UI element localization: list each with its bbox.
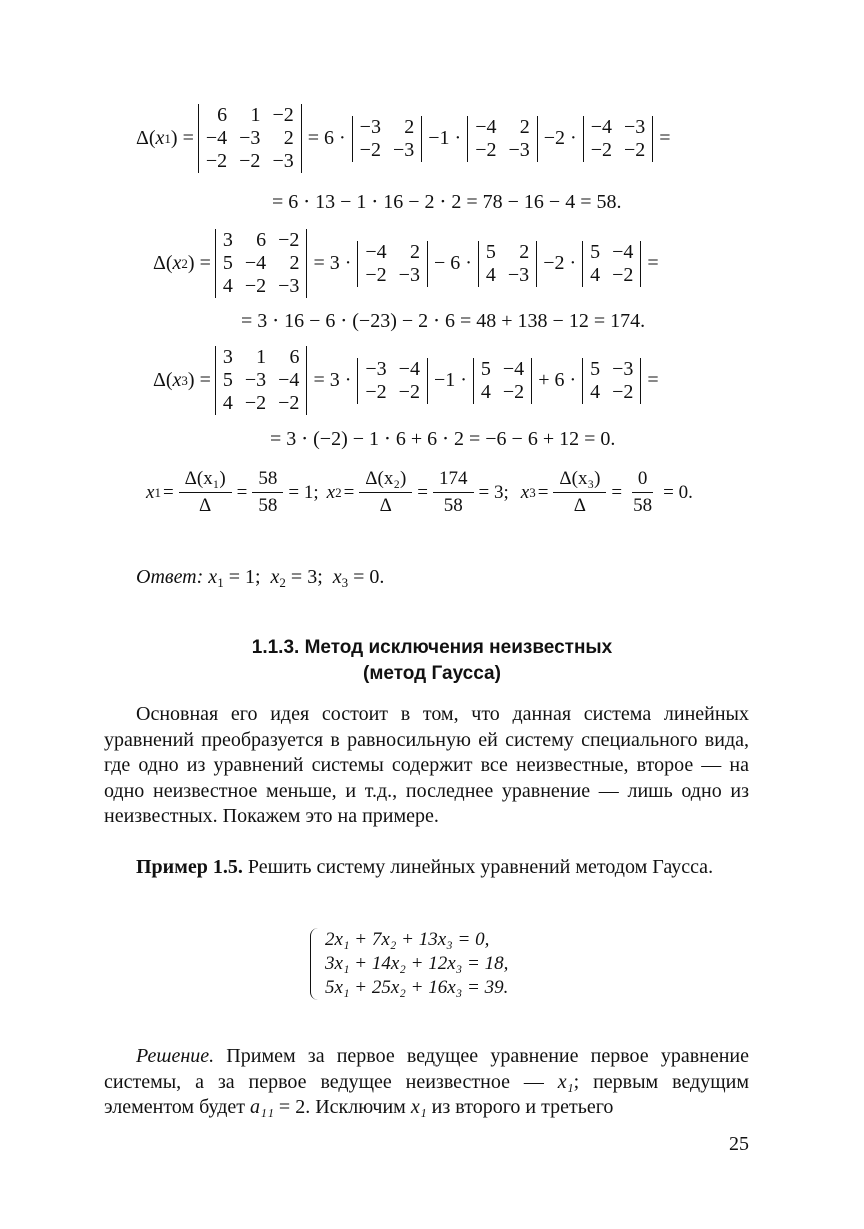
lhs-fn: Δ( <box>153 252 173 274</box>
minor-cell: −3 <box>612 357 634 380</box>
coefficient: − 6 · <box>433 252 472 274</box>
coefficient: = 6 · <box>307 127 346 149</box>
formula-result-x1: = 6 ⋅ 13 − 1 ⋅ 16 − 2 ⋅ 2 = 78 − 16 − 4 = 58. <box>272 191 622 213</box>
solution-sub: 1 <box>154 484 161 500</box>
coefficient: −2 · <box>543 252 577 274</box>
answer-value: = 1; <box>223 566 266 588</box>
numerator: 0 <box>632 468 654 493</box>
formula-result-x3: = 3 ⋅ (−2) − 1 ⋅ 6 + 6 ⋅ 2 = −6 − 6 + 12 = 0. <box>270 428 616 450</box>
matrix-cell: 1 <box>250 104 261 126</box>
answer-var: x <box>270 566 280 588</box>
example-label: Пример 1.5. <box>136 856 243 878</box>
minor-2x2 <box>352 116 423 162</box>
minor-cell: −2 <box>359 138 381 161</box>
matrix-cell: −4 <box>244 252 267 274</box>
minor-cell: −2 <box>365 380 387 403</box>
solution-value: = 1; <box>288 481 319 503</box>
denominator: 58 <box>633 495 653 516</box>
example-paragraph <box>104 855 749 881</box>
fraction <box>179 468 232 517</box>
minor-cell: 4 <box>485 263 496 286</box>
solution-element: a₁₁ <box>250 1096 274 1118</box>
fraction <box>252 468 283 517</box>
minor-cell: −3 <box>365 357 387 380</box>
matrix-cell: 6 <box>217 104 228 126</box>
minor-cell: −4 <box>475 115 497 138</box>
coefficient: −2 · <box>543 127 577 149</box>
solution-var: x <box>146 481 155 503</box>
cramer-solutions: x 1 = $\frac{\text{Δ(x₁)}}{\Delta}$ = $\frac{58}{58}$ = 1; x 2 = $\frac{\text{Δ(x₂)}}{\Delta}$ = $\frac{174}{58}$ = 3; x 3 = $\frac{\text{Δ(x₃)}}{\Delta}$ = $\frac{0}{58}$ = 0. <box>146 468 693 516</box>
denominator: Δ <box>573 495 587 516</box>
solution-text: Примем за первое ведущее уравнение первое уравнение системы, а за первое ведущее неизвестное — <box>104 1045 749 1093</box>
minor-cell: −2 <box>502 380 525 403</box>
numerator: Δ(x₁) <box>179 468 232 493</box>
matrix-cell: 4 <box>222 392 233 414</box>
matrix-cell: −3 <box>244 369 267 391</box>
lhs-close: ) = <box>170 127 194 149</box>
minor-cell: −2 <box>612 263 634 286</box>
lhs-sub: 2 <box>181 255 188 271</box>
minor-cell: −4 <box>398 357 420 380</box>
matrix-cell: −2 <box>244 275 267 297</box>
coefficient: + 6 · <box>538 369 577 391</box>
minor-2x2 <box>467 116 538 162</box>
lhs-var: x <box>172 252 182 274</box>
fraction <box>627 468 658 517</box>
page-number: 25 <box>729 1133 749 1155</box>
solution-var: x <box>520 481 530 503</box>
matrix-cell: 4 <box>222 275 233 297</box>
matrix-cell: 2 <box>283 127 294 149</box>
lhs-close: ) = <box>187 252 211 274</box>
matrix-cell: −2 <box>272 104 294 126</box>
equation-system <box>310 928 508 1000</box>
minor-cell: 4 <box>590 380 601 403</box>
matrix-cell: −2 <box>278 392 300 414</box>
equation-row: 5x₁ + 25x₂ + 16x₃ = 39. <box>325 977 509 998</box>
solution-sub: 3 <box>529 484 536 500</box>
solution-var: x₁ <box>410 1096 427 1118</box>
matrix-cell: 5 <box>222 369 233 391</box>
solution-paragraph <box>104 1044 749 1121</box>
minor-2x2 <box>473 358 532 404</box>
minor-cell: −3 <box>359 115 381 138</box>
matrix-cell: 6 <box>256 229 267 251</box>
equation-row: 2x₁ + 7x₂ + 13x₃ = 0, <box>325 929 490 950</box>
minor-cell: 4 <box>590 263 601 286</box>
minor-cell: −4 <box>612 240 634 263</box>
minor-cell: 5 <box>480 357 491 380</box>
answer-var: x <box>332 566 342 588</box>
numerator: Δ(x₃) <box>553 468 606 493</box>
numerator: 174 <box>433 468 474 493</box>
lhs-sub: 1 <box>164 130 171 146</box>
formula-delta-x3 <box>153 346 661 415</box>
section-heading-line1: 1.1.3. Метод исключения неизвестных <box>251 637 613 658</box>
minor-cell: 2 <box>519 240 530 263</box>
equation-row: 3x₁ + 14x₂ + 12x₃ = 18, <box>325 953 509 974</box>
fraction <box>433 468 474 517</box>
matrix-cell: 6 <box>289 346 300 368</box>
solution-label: Решение. <box>136 1045 215 1067</box>
answer-sub: 3 <box>341 575 349 590</box>
numerator: 58 <box>252 468 283 493</box>
denominator: 58 <box>443 495 463 516</box>
minor-cell: −2 <box>612 380 634 403</box>
matrix-cell: 5 <box>222 252 233 274</box>
matrix-cell: −2 <box>239 150 261 172</box>
numerator: Δ(x₂) <box>359 468 412 493</box>
minor-cell: 4 <box>480 380 491 403</box>
lhs-fn: Δ( <box>153 369 173 391</box>
matrix-cell: −2 <box>278 229 300 251</box>
minor-2x2 <box>582 241 641 287</box>
answer-value: = 0. <box>348 566 385 588</box>
equals-sign: = <box>647 252 659 274</box>
section-heading-line2: (метод Гаусса) <box>363 663 501 684</box>
minor-cell: −3 <box>508 138 530 161</box>
determinant-3x3 <box>215 229 308 298</box>
minor-2x2 <box>357 241 428 287</box>
minor-cell: −2 <box>623 138 646 161</box>
matrix-cell: −3 <box>278 275 300 297</box>
minor-cell: −2 <box>590 138 612 161</box>
determinant-3x3 <box>198 104 302 173</box>
example-text: Решить систему линейных уравнений методом Гаусса. <box>242 856 714 878</box>
minor-2x2 <box>582 358 641 404</box>
solution-text: = 2. Исключим <box>273 1096 411 1118</box>
matrix-cell: −3 <box>239 127 261 149</box>
lhs-sub: 3 <box>181 372 188 388</box>
formula-delta-x1 <box>136 104 673 173</box>
solution-var: x₁ <box>557 1070 574 1093</box>
solution-value: = 3; <box>478 481 509 503</box>
minor-cell: −4 <box>502 357 525 380</box>
matrix-cell: −4 <box>205 127 228 149</box>
answer-sub: 1 <box>217 575 224 590</box>
minor-2x2 <box>478 241 537 287</box>
minor-cell: 5 <box>590 357 601 380</box>
fraction <box>553 468 606 517</box>
minor-2x2 <box>357 358 428 404</box>
matrix-cell: −4 <box>278 369 300 391</box>
minor-cell: −4 <box>365 240 387 263</box>
solution-text: из второго и третьего <box>426 1096 614 1118</box>
equals-sign: = <box>647 369 659 391</box>
minor-2x2 <box>583 116 654 162</box>
matrix-cell: 3 <box>222 346 233 368</box>
body-paragraph: Основная его идея состоит в том, что данная система линейных уравнений преобразуется в равносильную ей систему специального вида, где одно из уравнений системы содержит все неизвестные, второе — на одно неизвестное меньше, и т.д., последнее уравнение — лишь одно из неизвестных. Покажем это на примере. <box>104 703 749 827</box>
coefficient: −1 · <box>428 127 462 149</box>
answer-sub: 2 <box>279 575 286 590</box>
section-heading <box>0 635 864 687</box>
lhs-var: x <box>155 127 165 149</box>
minor-cell: 2 <box>409 240 420 263</box>
denominator: Δ <box>199 495 212 516</box>
matrix-cell: 3 <box>222 229 233 251</box>
equals-sign: = <box>659 127 671 149</box>
lhs-var: x <box>172 369 182 391</box>
formula-delta-x2 <box>153 229 661 298</box>
minor-cell: 2 <box>404 115 415 138</box>
matrix-cell: 2 <box>289 252 300 274</box>
lhs-fn: Δ( <box>136 127 156 149</box>
denominator: Δ <box>379 495 392 516</box>
solution-value: = 0. <box>663 481 693 503</box>
coefficient: = 3 · <box>313 252 352 274</box>
minor-cell: −3 <box>623 115 646 138</box>
fraction <box>359 468 412 517</box>
matrix-cell: −3 <box>272 150 294 172</box>
minor-cell: 2 <box>519 115 530 138</box>
lhs-close: ) = <box>187 369 211 391</box>
solution-sub: 2 <box>335 484 342 500</box>
formula-result-x2: = 3 ⋅ 16 − 6 ⋅ (−23) − 2 ⋅ 6 = 48 + 138 − 12 = 174. <box>241 310 646 332</box>
matrix-cell: −2 <box>244 392 267 414</box>
answer-label: Ответ: <box>136 566 204 588</box>
matrix-cell: −2 <box>205 150 228 172</box>
matrix-cell: 1 <box>256 346 267 368</box>
denominator: 58 <box>258 495 278 516</box>
coefficient: −1 · <box>433 369 467 391</box>
answer-value: = 3; <box>285 566 328 588</box>
answer-var: x <box>208 566 218 588</box>
minor-cell: −3 <box>398 263 420 286</box>
minor-cell: 5 <box>590 240 601 263</box>
minor-cell: 5 <box>485 240 496 263</box>
coefficient: = 3 · <box>313 369 352 391</box>
answer-line <box>136 566 384 591</box>
minor-cell: −3 <box>392 138 415 161</box>
minor-cell: −4 <box>590 115 612 138</box>
solution-text: ; первым ведущим элементом будет <box>104 1070 749 1118</box>
minor-cell: −2 <box>365 263 387 286</box>
minor-cell: −3 <box>507 263 530 286</box>
minor-cell: −2 <box>398 380 420 403</box>
determinant-3x3 <box>215 346 308 415</box>
minor-cell: −2 <box>475 138 497 161</box>
solution-var: x <box>326 481 336 503</box>
